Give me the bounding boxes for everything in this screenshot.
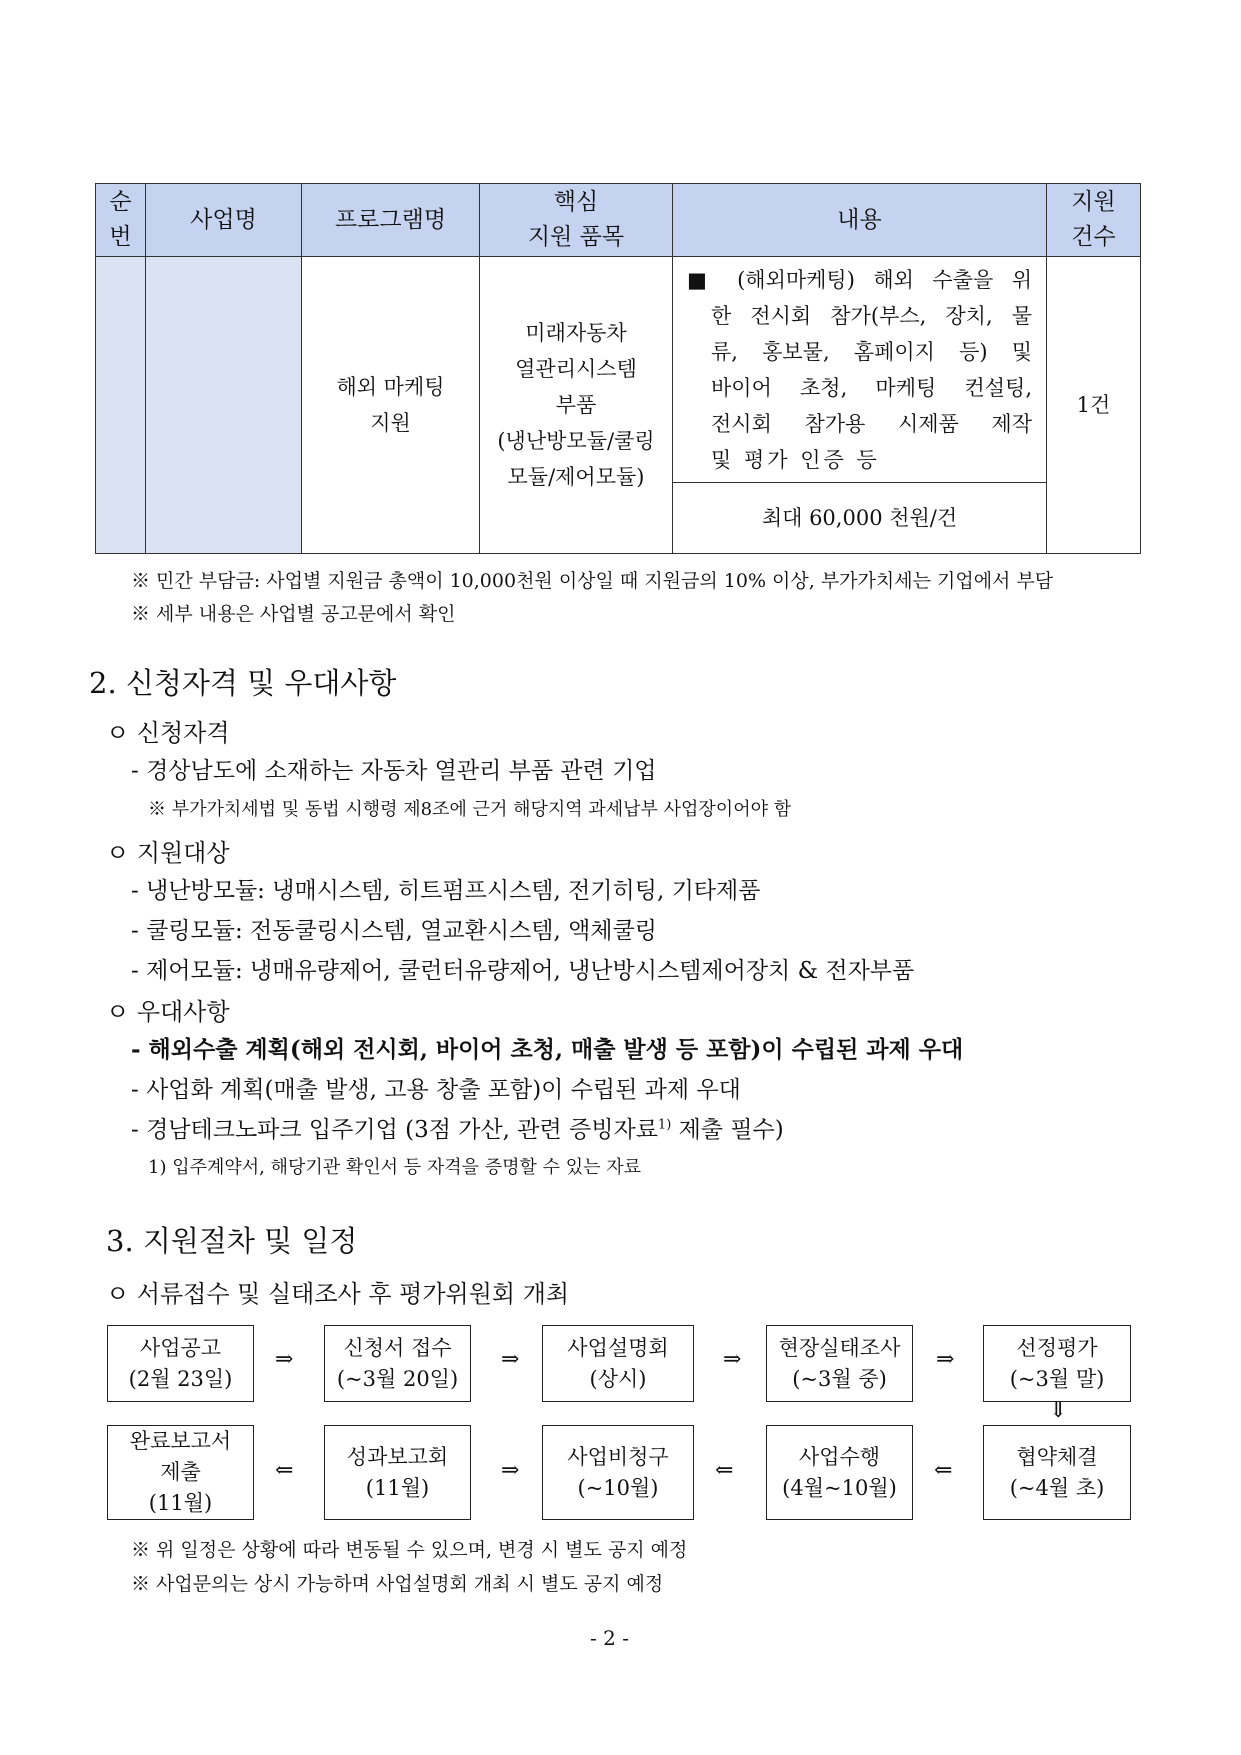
eligibility-note: ※ 부가가치세법 및 동법 시행령 제8조에 근거 해당지역 과세납부 사업장이어야 함: [148, 799, 792, 820]
table-row: [96, 257, 1141, 554]
cell-content: [673, 257, 1047, 554]
step-results-report: 성과보고회 (11월): [324, 1425, 471, 1520]
support-program-table: [95, 183, 1141, 554]
header-core-items: 핵심 지원 품목: [480, 184, 673, 257]
preference-item-1: - 해외수출 계획(해외 전시회, 바이어 초청, 매출 발생 등 포함)이 수립된 과제 우대: [131, 1036, 964, 1063]
step-application: 신청서 접수 (~3월 20일): [324, 1325, 471, 1402]
cell-program: 해외 마케팅 지원: [302, 257, 480, 554]
step-agreement: 협약체결 (~4월 초): [983, 1425, 1131, 1520]
arrow-left-icon: ⇐: [715, 1458, 734, 1483]
schedule-note-2: ※ 사업문의는 상시 가능하며 사업설명회 개최 시 별도 공지 예정: [131, 1573, 664, 1595]
arrow-down-icon: ⇓: [1049, 1398, 1068, 1423]
target-item-3: - 제어모듈: 냉매유량제어, 쿨런터유량제어, 냉난방시스템제어장치 & 전자부품: [131, 958, 915, 984]
arrow-right-icon: ⇒: [501, 1458, 520, 1483]
target-title: ㅇ 지원대상: [106, 839, 230, 867]
header-business: 사업명: [146, 184, 302, 257]
process-subtitle: ㅇ 서류접수 및 실태조사 후 평가위원회 개최: [106, 1280, 570, 1308]
content-description: ■ (해외마케팅) 해외 수출을 위 한 전시회 참가(부스, 장치, 물 류, 홍보물, 홈페이지 등) 및 바이어 초청, 마케팅 컨설팅, 전시회 참가용 시제품 제작 및 평가 인증 등: [673, 257, 1046, 483]
table-header-row: [96, 184, 1141, 257]
preference-item-3: - 경남테크노파크 입주기업 (3점 가산, 관련 증빙자료$^{1)}$ 제출 필수): [131, 1117, 784, 1143]
footnote: 1) 입주계약서, 해당기관 확인서 등 자격을 증명할 수 있는 자료: [148, 1157, 642, 1178]
arrow-right-icon: ⇒: [501, 1347, 520, 1372]
header-program: 프로그램명: [302, 184, 480, 257]
arrow-right-icon: ⇒: [275, 1347, 294, 1372]
step-final-report: 완료보고서 제출 (11월): [107, 1425, 254, 1520]
content-amount: 최대 60,000 천원/건: [761, 506, 958, 530]
step-execution: 사업수행 (4월~10월): [766, 1425, 913, 1520]
step-briefing: 사업설명회 (상시): [542, 1325, 694, 1402]
cell-core-items: 미래자동차 열관리시스템 부품 (냉난방모듈/쿨링 모듈/제어모듈): [480, 257, 673, 554]
cell-business: [146, 257, 302, 554]
arrow-left-icon: ⇐: [934, 1458, 953, 1483]
section2-title: 2. 신청자격 및 우대사항: [89, 666, 397, 700]
step-selection: 선정평가 (~3월 말): [983, 1325, 1131, 1402]
step-cost-claim: 사업비청구 (~10월): [542, 1425, 694, 1520]
page-number: - 2 -: [590, 1626, 629, 1650]
eligibility-item: - 경상남도에 소재하는 자동차 열관리 부품 관련 기업: [131, 758, 657, 784]
step-site-inspection: 현장실태조사 (~3월 중): [766, 1325, 913, 1402]
schedule-note-1: ※ 위 일정은 상황에 따라 변동될 수 있으며, 변경 시 별도 공지 예정: [131, 1539, 688, 1561]
target-item-1: - 냉난방모듈: 냉매시스템, 히트펌프시스템, 전기히팅, 기타제품: [131, 878, 761, 904]
target-item-2: - 쿨링모듈: 전동쿨링시스템, 열교환시스템, 액체쿨링: [131, 918, 657, 944]
header-content: 내용: [673, 184, 1047, 257]
footnote-marker: 1): [657, 1117, 672, 1133]
section3-title: 3. 지원절차 및 일정: [106, 1224, 358, 1258]
arrow-left-icon: ⇐: [275, 1458, 294, 1483]
eligibility-title: ㅇ 신청자격: [106, 719, 230, 747]
header-count: 지원 건수: [1047, 184, 1141, 257]
header-no: 순 번: [96, 184, 146, 257]
table-note-2: ※ 세부 내용은 사업별 공고문에서 확인: [131, 603, 456, 625]
preference-item-2: - 사업화 계획(매출 발생, 고용 창출 포함)이 수립된 과제 우대: [131, 1077, 741, 1103]
step-announcement: 사업공고 (2월 23일): [107, 1325, 254, 1402]
table-note-1: ※ 민간 부담금: 사업별 지원금 총액이 10,000천원 이상일 때 지원금의 10% 이상, 부가가치세는 기업에서 부담: [131, 570, 1054, 592]
arrow-right-icon: ⇒: [936, 1347, 955, 1372]
preference-title: ㅇ 우대사항: [106, 998, 230, 1026]
cell-count: 1건: [1047, 257, 1141, 554]
cell-no: [96, 257, 146, 554]
arrow-right-icon: ⇒: [723, 1347, 742, 1372]
